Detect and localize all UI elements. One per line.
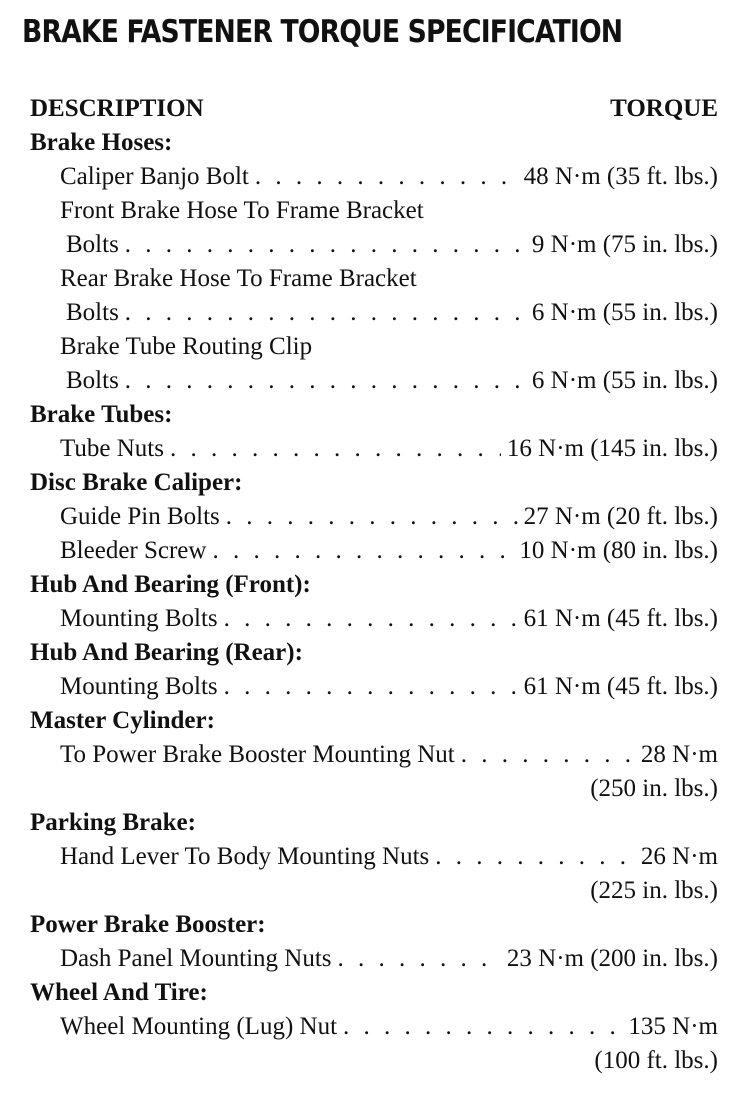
leader-dots [461, 738, 635, 772]
item-name: Rear Brake Hose To Frame Bracket [60, 265, 417, 292]
item-name-first-line [30, 194, 718, 228]
item-name-first-line [30, 262, 718, 296]
page-title: BRAKE FASTENER TORQUE SPECIFICATION [22, 14, 623, 50]
spec-section [30, 466, 718, 568]
spec-row [30, 432, 718, 466]
leader-dots [224, 670, 518, 704]
section-title: Disc Brake Caliper: [30, 469, 243, 496]
spec-section [30, 398, 718, 466]
leader-dots [343, 1010, 622, 1044]
item-name-first-line [30, 330, 718, 364]
torque-value: 27 N·m (20 ft. lbs.) [523, 503, 718, 530]
item-name: Mounting Bolts [60, 673, 218, 700]
section-title: Brake Hoses: [30, 129, 173, 156]
item-name: Dash Panel Mounting Nuts [60, 945, 332, 972]
spec-row [30, 942, 718, 976]
leader-dots [125, 364, 526, 398]
spec-row [30, 228, 718, 262]
leader-dots [212, 534, 513, 568]
section-title: Hub And Bearing (Front): [30, 571, 311, 598]
section-title: Power Brake Booster: [30, 911, 266, 938]
torque-value: 16 N·m (145 in. lbs.) [506, 435, 718, 462]
section-title: Wheel And Tire: [30, 979, 208, 1006]
spec-row [30, 296, 718, 330]
leader-dots [170, 432, 501, 466]
section-title: Parking Brake: [30, 809, 196, 836]
leader-dots [435, 840, 635, 874]
spec-section [30, 568, 718, 636]
spec-row [30, 534, 718, 568]
item-name: Guide Pin Bolts [60, 503, 220, 530]
section-title: Master Cylinder: [30, 707, 215, 734]
torque-value-alt-units: (225 in. lbs.) [590, 877, 718, 904]
torque-value: 26 N·m [640, 843, 718, 870]
item-name: Bolts [66, 231, 119, 258]
spec-row [30, 500, 718, 534]
spec-row [30, 602, 718, 636]
spec-row [30, 840, 718, 874]
spec-section [30, 806, 718, 908]
spec-section [30, 908, 718, 976]
item-name: Bolts [66, 367, 119, 394]
leader-dots [125, 228, 526, 262]
section-title: Brake Tubes: [30, 401, 173, 428]
torque-column-header: TORQUE [610, 95, 718, 122]
item-name: Tube Nuts [60, 435, 164, 462]
torque-value: 6 N·m (55 in. lbs.) [531, 367, 718, 394]
description-column-header: DESCRIPTION [30, 95, 204, 122]
torque-value: 48 N·m (35 ft. lbs.) [523, 163, 718, 190]
spec-sections [30, 126, 718, 1078]
spec-row [30, 160, 718, 194]
leader-dots [226, 500, 518, 534]
torque-spec-table [30, 92, 718, 1078]
spec-section [30, 976, 718, 1078]
item-name: Front Brake Hose To Frame Bracket [60, 197, 424, 224]
torque-value-continued [30, 772, 718, 806]
leader-dots [125, 296, 526, 330]
spec-row [30, 1010, 718, 1044]
spec-section [30, 704, 718, 806]
item-name: Mounting Bolts [60, 605, 218, 632]
item-name: Bolts [66, 299, 119, 326]
torque-value-continued [30, 1044, 718, 1078]
torque-value: 9 N·m (75 in. lbs.) [531, 231, 718, 258]
spec-row [30, 670, 718, 704]
torque-value: 23 N·m (200 in. lbs.) [506, 945, 718, 972]
torque-value-alt-units: (250 in. lbs.) [590, 775, 718, 802]
torque-value: 61 N·m (45 ft. lbs.) [523, 673, 718, 700]
table-header [30, 92, 718, 126]
spec-row [30, 364, 718, 398]
spec-row [30, 738, 718, 772]
leader-dots [224, 602, 518, 636]
torque-value: 28 N·m [640, 741, 718, 768]
item-name: Brake Tube Routing Clip [60, 333, 313, 360]
item-name: Wheel Mounting (Lug) Nut [60, 1013, 338, 1040]
section-title: Hub And Bearing (Rear): [30, 639, 303, 666]
torque-value: 10 N·m (80 in. lbs.) [519, 537, 718, 564]
item-name: To Power Brake Booster Mounting Nut [60, 741, 455, 768]
spec-section [30, 126, 718, 398]
item-name: Hand Lever To Body Mounting Nuts [60, 843, 430, 870]
torque-value-alt-units: (100 ft. lbs.) [594, 1047, 718, 1074]
item-name: Caliper Banjo Bolt [60, 163, 249, 190]
torque-value: 135 N·m [628, 1013, 718, 1040]
item-name: Bleeder Screw [60, 537, 207, 564]
leader-dots [338, 942, 501, 976]
spec-section [30, 636, 718, 704]
leader-dots [255, 160, 518, 194]
torque-value-continued [30, 874, 718, 908]
torque-value: 61 N·m (45 ft. lbs.) [523, 605, 718, 632]
torque-value: 6 N·m (55 in. lbs.) [531, 299, 718, 326]
